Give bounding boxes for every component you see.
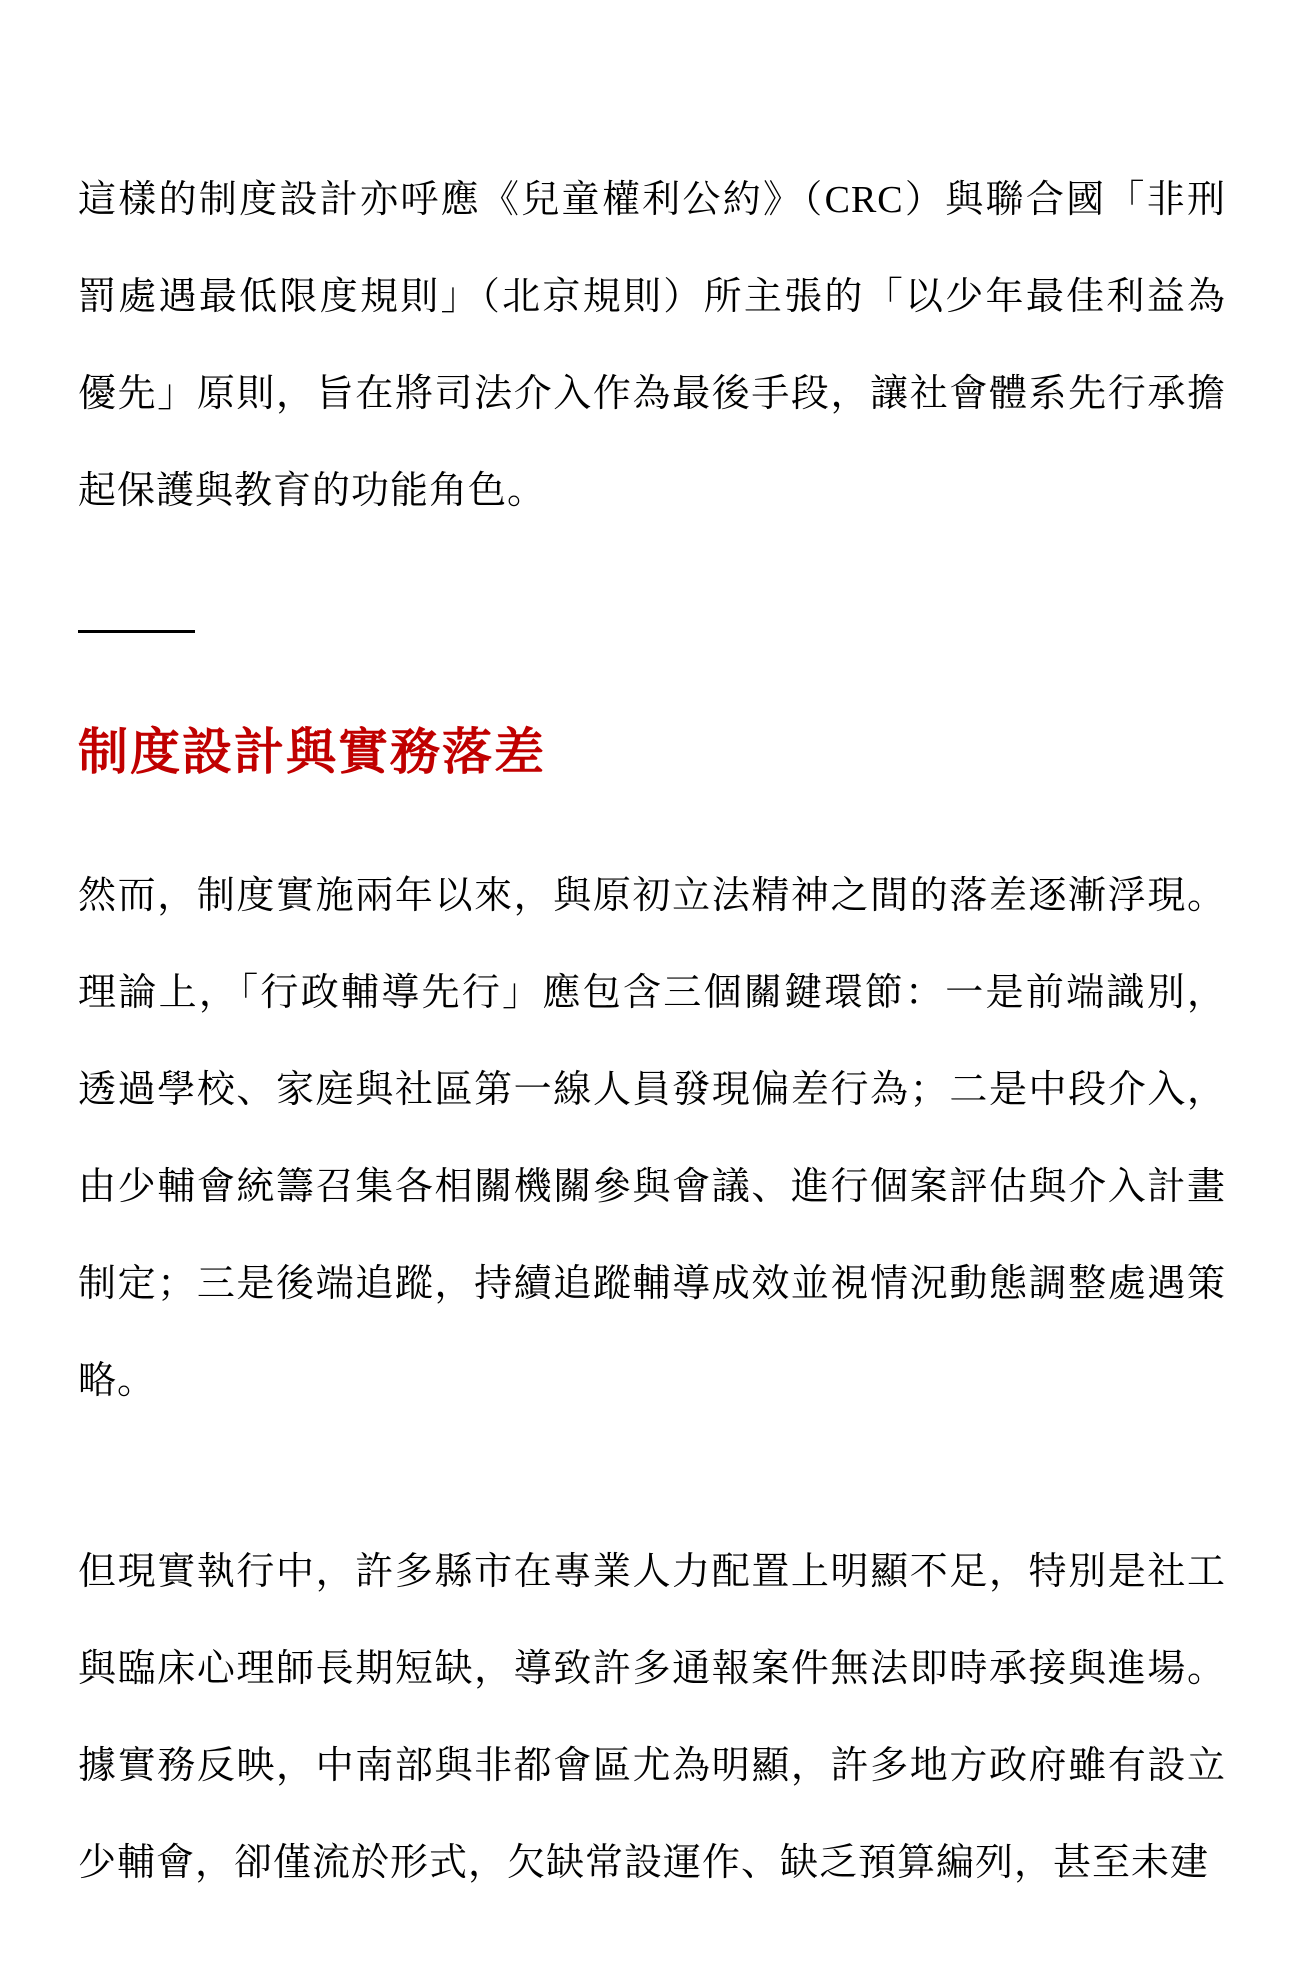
paragraph-theory-design: 然而，制度實施兩年以來，與原初立法精神之間的落差逐漸浮現。理論上，「行政輔導先行」應包含三個關鍵環節：一是前端識別，透過學校、家庭與社區第一線人員發現偏差行為；二是中段介入，由少輔會統籌召集各相關機關參與會議、進行個案評估與介入計畫制定；三是後端追蹤，持續追蹤輔導成效並視情況動態調整處遇策略。 [78, 875, 1226, 1402]
paragraph-reality-gap: 但現實執行中，許多縣市在專業人力配置上明顯不足，特別是社工與臨床心理師長期短缺，導致許多通報案件無法即時承接與進場。據實務反映，中南部與非都會區尤為明顯，許多地方政府雖有設立少輔會，卻僅流於形式，欠缺常設運作、缺乏預算編列，甚至未建 [78, 1551, 1226, 1884]
section-heading: 制度設計與實務落差 [78, 724, 546, 780]
paragraph-intro: 這樣的制度設計亦呼應《兒童權利公約》（CRC）與聯合國「非刑罰處遇最低限度規則」（北京規則）所主張的「以少年最佳利益為優先」原則，旨在將司法介入作為最後手段，讓社會體系先行承擔起保護與教育的功能角色。 [78, 179, 1226, 512]
section-divider [78, 630, 195, 633]
